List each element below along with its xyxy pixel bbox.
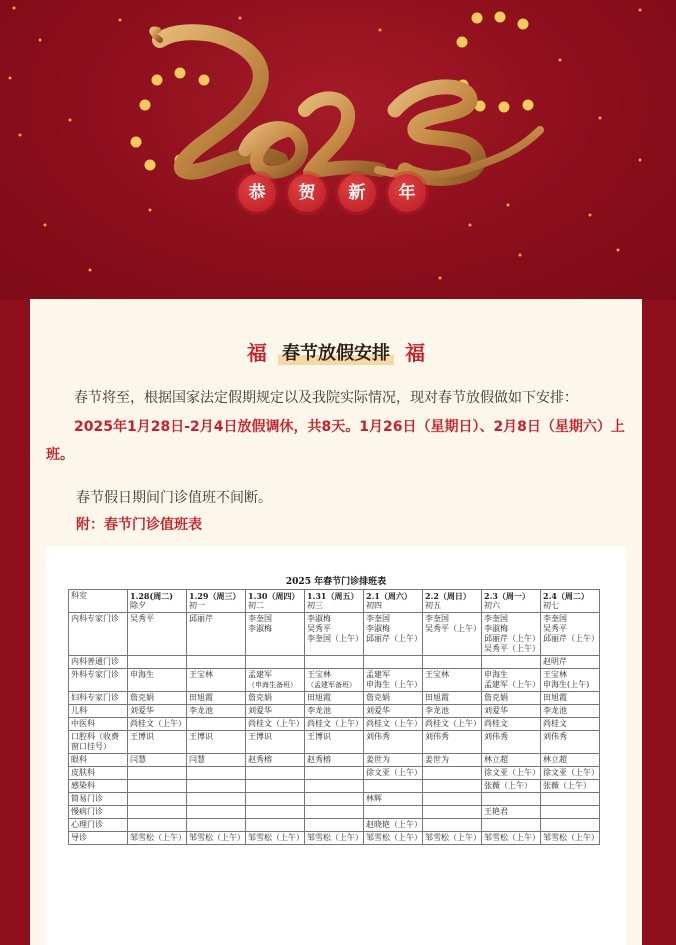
duty-cell bbox=[246, 832, 305, 845]
table-row bbox=[69, 780, 600, 793]
duty-cell bbox=[305, 705, 364, 718]
schedule-header-row bbox=[69, 590, 600, 613]
duty-cell bbox=[246, 731, 305, 754]
duty-cell bbox=[246, 705, 305, 718]
doctor-name: 申海生 bbox=[484, 670, 508, 679]
notice-title: 春节放假安排 bbox=[278, 339, 394, 365]
greeting-seal-2: 贺 bbox=[288, 174, 326, 212]
doctor-name: （申海生备班） bbox=[248, 681, 297, 689]
header-day bbox=[246, 590, 305, 613]
doctor-name: 孟建军（上午） bbox=[484, 680, 540, 689]
duty-cell bbox=[541, 806, 600, 819]
duty-cell bbox=[305, 669, 364, 692]
doctor-name: 李淑梅 bbox=[484, 624, 508, 633]
doctor-name: 尚桂文（上午） bbox=[366, 719, 422, 728]
duty-cell bbox=[364, 767, 423, 780]
doctor-name: 李奎国 bbox=[248, 614, 272, 623]
duty-cell bbox=[246, 819, 305, 832]
dept-name: 皮肤科 bbox=[71, 768, 95, 777]
duty-cell bbox=[305, 780, 364, 793]
duty-cell bbox=[305, 767, 364, 780]
duty-cell bbox=[541, 780, 600, 793]
doctor-name: 田旭霞 bbox=[307, 693, 331, 702]
duty-cell bbox=[128, 780, 187, 793]
header-day bbox=[482, 590, 541, 613]
doctor-name: 刘爱华 bbox=[484, 706, 508, 715]
duty-cell bbox=[246, 718, 305, 731]
header-lunar-day: 初二 bbox=[248, 601, 264, 610]
doctor-name: 徐文亚（上午） bbox=[543, 768, 599, 777]
duty-cell bbox=[128, 806, 187, 819]
doctor-name: 邱丽芹（上午） bbox=[484, 634, 540, 643]
duty-cell bbox=[482, 793, 541, 806]
duty-cell bbox=[482, 780, 541, 793]
dept-name: 慢病门诊 bbox=[71, 807, 103, 816]
dept-cell bbox=[69, 718, 128, 731]
dept-cell bbox=[69, 705, 128, 718]
doctor-name: 邱丽芹（上午） bbox=[543, 634, 599, 643]
duty-cell bbox=[187, 613, 246, 656]
duty-cell bbox=[541, 705, 600, 718]
duty-cell bbox=[246, 613, 305, 656]
dept-name: 心理门诊 bbox=[71, 820, 103, 829]
header-dept bbox=[69, 590, 128, 613]
table-row bbox=[69, 705, 600, 718]
duty-cell bbox=[423, 754, 482, 767]
duty-cell bbox=[128, 692, 187, 705]
duty-cell bbox=[541, 731, 600, 754]
duty-cell bbox=[364, 692, 423, 705]
duty-cell bbox=[364, 819, 423, 832]
doctor-name: 刘伟秀 bbox=[425, 732, 449, 741]
duty-cell bbox=[187, 780, 246, 793]
duty-cell bbox=[187, 832, 246, 845]
doctor-name: 邹雪松（上午） bbox=[543, 833, 599, 842]
dept-cell bbox=[69, 793, 128, 806]
doctor-name: 闫慧 bbox=[130, 755, 146, 764]
doctor-name: 王艳君 bbox=[484, 807, 508, 816]
dept-name: 感染科 bbox=[71, 781, 95, 790]
doctor-name: 申海生 bbox=[130, 670, 154, 679]
duty-cell bbox=[541, 718, 600, 731]
duty-cell bbox=[364, 832, 423, 845]
doctor-name: 李淑梅 bbox=[307, 614, 331, 623]
doctor-name: 詹克娟 bbox=[366, 693, 390, 702]
header-date: 1.30（周四） bbox=[248, 591, 300, 601]
duty-cell bbox=[187, 656, 246, 669]
duty-cell bbox=[187, 806, 246, 819]
duty-cell bbox=[187, 692, 246, 705]
duty-cell bbox=[187, 793, 246, 806]
duty-cell bbox=[541, 692, 600, 705]
duty-cell bbox=[541, 656, 600, 669]
duty-cell bbox=[305, 718, 364, 731]
duty-cell bbox=[364, 793, 423, 806]
duty-cell bbox=[364, 754, 423, 767]
table-row bbox=[69, 718, 600, 731]
duty-cell bbox=[423, 656, 482, 669]
doctor-name: 刘爱华 bbox=[366, 706, 390, 715]
doctor-name: （孟建军备班） bbox=[307, 681, 356, 689]
duty-cell bbox=[423, 806, 482, 819]
doctor-name: 姜世为 bbox=[425, 755, 449, 764]
doctor-name: 田旭霞 bbox=[425, 693, 449, 702]
doctor-name: 徐文亚（上午） bbox=[366, 768, 422, 777]
duty-cell bbox=[246, 767, 305, 780]
duty-cell bbox=[482, 669, 541, 692]
duty-cell bbox=[423, 718, 482, 731]
duty-cell bbox=[246, 656, 305, 669]
doctor-name: 李龙池 bbox=[189, 706, 213, 715]
schedule-table bbox=[68, 589, 600, 845]
doctor-name: 田旭霞 bbox=[189, 693, 213, 702]
header-day bbox=[364, 590, 423, 613]
notice-title-row bbox=[30, 337, 642, 366]
duty-cell bbox=[187, 718, 246, 731]
duty-cell bbox=[128, 767, 187, 780]
duty-cell bbox=[305, 819, 364, 832]
doctor-name: 林辉 bbox=[366, 794, 382, 803]
table-row bbox=[69, 656, 600, 669]
doctor-name: 李淑梅 bbox=[248, 624, 272, 633]
dept-name: 眼科 bbox=[71, 755, 87, 764]
holiday-dates-highlight: 2025年1月28日-2月4日放假调休，共8天。1月26日（星期日）、2月8日（星期六）上班。 bbox=[46, 419, 625, 463]
duty-cell bbox=[246, 806, 305, 819]
notice-card bbox=[30, 299, 642, 945]
doctor-name: 尚桂文 bbox=[484, 719, 508, 728]
duty-cell bbox=[541, 754, 600, 767]
duty-cell bbox=[423, 819, 482, 832]
duty-cell bbox=[482, 718, 541, 731]
duty-cell bbox=[364, 705, 423, 718]
doctor-name: 刘伟秀 bbox=[484, 732, 508, 741]
doctor-name: 詹克娟 bbox=[484, 693, 508, 702]
header-day bbox=[187, 590, 246, 613]
dept-cell bbox=[69, 806, 128, 819]
duty-cell bbox=[482, 767, 541, 780]
duty-cell bbox=[423, 780, 482, 793]
duty-cell bbox=[541, 767, 600, 780]
header-day bbox=[541, 590, 600, 613]
dept-cell bbox=[69, 731, 128, 754]
doctor-name: 王宝林 bbox=[425, 670, 449, 679]
duty-cell bbox=[305, 692, 364, 705]
duty-cell bbox=[246, 780, 305, 793]
doctor-name: 李龙池 bbox=[425, 706, 449, 715]
duty-cell bbox=[187, 705, 246, 718]
duty-cell bbox=[364, 780, 423, 793]
duty-cell bbox=[482, 832, 541, 845]
duty-cell bbox=[423, 832, 482, 845]
duty-cell bbox=[423, 669, 482, 692]
table-row bbox=[69, 731, 600, 754]
doctor-name: 尚桂文（上午） bbox=[248, 719, 304, 728]
table-row bbox=[69, 767, 600, 780]
duty-cell bbox=[482, 656, 541, 669]
doctor-name: 吴秀平（上午） bbox=[425, 624, 481, 633]
duty-cell bbox=[423, 692, 482, 705]
dept-name: 导诊 bbox=[71, 833, 87, 842]
doctor-name: 邹雪松（上午） bbox=[248, 833, 304, 842]
header-lunar-day: 初七 bbox=[543, 601, 559, 610]
duty-cell bbox=[482, 819, 541, 832]
dept-name: 妇科专家门诊 bbox=[71, 693, 119, 702]
header-date: 2.4（周二） bbox=[543, 591, 589, 601]
duty-cell bbox=[128, 819, 187, 832]
duty-cell bbox=[187, 767, 246, 780]
duty-cell bbox=[423, 767, 482, 780]
header-date: 2.1（周六） bbox=[366, 591, 412, 601]
dept-cell bbox=[69, 669, 128, 692]
doctor-name: 孟建军 bbox=[248, 670, 272, 679]
doctor-name: 田旭霞 bbox=[543, 693, 567, 702]
header-date: 1.29（周三） bbox=[189, 591, 241, 601]
header-date: 1.28(周二) bbox=[130, 591, 174, 601]
doctor-name: 李奎国 bbox=[484, 614, 508, 623]
dept-name: 外科专家门诊 bbox=[71, 670, 119, 679]
doctor-name: 赵晓艳（上午） bbox=[366, 820, 422, 829]
dept-cell bbox=[69, 767, 128, 780]
dept-cell bbox=[69, 613, 128, 656]
duty-cell bbox=[482, 731, 541, 754]
duty-cell bbox=[305, 832, 364, 845]
doctor-name: 邱丽芹 bbox=[189, 614, 213, 623]
doctor-name: 李奎国 bbox=[425, 614, 449, 623]
duty-cell bbox=[364, 731, 423, 754]
duty-cell bbox=[128, 718, 187, 731]
duty-cell bbox=[246, 754, 305, 767]
dept-cell bbox=[69, 754, 128, 767]
header-date: 2.2（周日） bbox=[425, 591, 471, 601]
duty-cell bbox=[541, 832, 600, 845]
header-lunar-day: 除夕 bbox=[130, 601, 146, 610]
doctor-name: 王宝林 bbox=[307, 670, 331, 679]
doctor-name: 尚桂文（上午） bbox=[307, 719, 363, 728]
doctor-name: 李奎国（上午） bbox=[307, 634, 363, 643]
duty-cell bbox=[187, 669, 246, 692]
header-lunar-day: 初五 bbox=[425, 601, 441, 610]
doctor-name: 邹雪松（上午） bbox=[307, 833, 363, 842]
duty-cell bbox=[128, 754, 187, 767]
attachment-label: 附：春节门诊值班表 bbox=[76, 517, 202, 533]
duty-cell bbox=[187, 754, 246, 767]
doctor-name: 李龙池 bbox=[543, 706, 567, 715]
doctor-name: 赵秀榕 bbox=[248, 755, 272, 764]
doctor-name: 赵明芹 bbox=[543, 657, 567, 666]
duty-cell bbox=[423, 793, 482, 806]
duty-cell bbox=[482, 613, 541, 656]
dept-name: 内科普通门诊 bbox=[71, 657, 119, 666]
doctor-name: 林立超 bbox=[543, 755, 567, 764]
doctor-name: 王博识 bbox=[307, 732, 331, 741]
header-day bbox=[305, 590, 364, 613]
doctor-name: 王宝林 bbox=[543, 670, 567, 679]
duty-cell bbox=[423, 731, 482, 754]
duty-cell bbox=[364, 656, 423, 669]
doctor-name: 詹克娟 bbox=[248, 693, 272, 702]
table-row bbox=[69, 692, 600, 705]
notice-intro: 春节将至，根据国家法定假期规定以及我院实际情况，现对春节放假做如下安排： bbox=[74, 390, 578, 406]
doctor-name: 赵秀榕 bbox=[307, 755, 331, 764]
duty-cell bbox=[541, 669, 600, 692]
doctor-name: 邹雪松（上午） bbox=[484, 833, 540, 842]
duty-cell bbox=[128, 705, 187, 718]
doctor-name: 尚桂文（上午） bbox=[425, 719, 481, 728]
duty-cell bbox=[187, 819, 246, 832]
doctor-name: 吴秀平（上午） bbox=[484, 644, 540, 653]
header-date: 1.31（周五） bbox=[307, 591, 359, 601]
duty-cell bbox=[364, 669, 423, 692]
new-year-banner bbox=[0, 0, 676, 300]
header-day bbox=[128, 590, 187, 613]
duty-cell bbox=[305, 793, 364, 806]
doctor-name: 张薇（上午） bbox=[484, 781, 532, 790]
doctor-name: 尚桂文 bbox=[543, 719, 567, 728]
duty-cell bbox=[541, 819, 600, 832]
doctor-name: 王博识 bbox=[189, 732, 213, 741]
duty-cell bbox=[482, 705, 541, 718]
duty-cell bbox=[482, 692, 541, 705]
doctor-name: 吴秀平 bbox=[307, 624, 331, 633]
duty-cell bbox=[128, 731, 187, 754]
doctor-name: 闫慧 bbox=[189, 755, 205, 764]
doctor-name: 邹雪松（上午） bbox=[425, 833, 481, 842]
duty-cell bbox=[541, 793, 600, 806]
duty-cell bbox=[128, 613, 187, 656]
table-row bbox=[69, 613, 600, 656]
dept-cell bbox=[69, 832, 128, 845]
table-row bbox=[69, 669, 600, 692]
header-dept-label: 科室 bbox=[71, 591, 87, 600]
doctor-name: 申海生(上午) bbox=[543, 680, 590, 689]
greeting-seal-3: 新 bbox=[338, 174, 376, 212]
doctor-name: 王博识 bbox=[248, 732, 272, 741]
duty-cell bbox=[482, 806, 541, 819]
doctor-name: 刘爱华 bbox=[248, 706, 272, 715]
dept-cell bbox=[69, 692, 128, 705]
duty-cell bbox=[541, 613, 600, 656]
doctor-name: 邱丽芹（上午） bbox=[366, 634, 422, 643]
table-row bbox=[69, 806, 600, 819]
doctor-name: 尚桂文（上午） bbox=[130, 719, 186, 728]
dept-name: 口腔科（收费窗口挂号） bbox=[71, 732, 119, 751]
table-row bbox=[69, 819, 600, 832]
doctor-name: 林立超 bbox=[484, 755, 508, 764]
doctor-name: 徐文亚（上午） bbox=[484, 768, 540, 777]
table-row bbox=[69, 754, 600, 767]
dept-cell bbox=[69, 656, 128, 669]
greeting-seal-4: 年 bbox=[388, 174, 426, 212]
duty-cell bbox=[482, 754, 541, 767]
duty-cell bbox=[305, 731, 364, 754]
banner-art bbox=[0, 0, 676, 300]
header-day bbox=[423, 590, 482, 613]
doctor-name: 刘伟秀 bbox=[543, 732, 567, 741]
doctor-name: 王宝林 bbox=[189, 670, 213, 679]
duty-cell bbox=[246, 669, 305, 692]
sparkle-dots bbox=[9, 7, 642, 280]
header-lunar-day: 初六 bbox=[484, 601, 500, 610]
doctor-name: 邹雪松（上午） bbox=[189, 833, 245, 842]
doctor-name: 刘伟秀 bbox=[366, 732, 390, 741]
header-lunar-day: 初四 bbox=[366, 601, 382, 610]
dept-name: 内科专家门诊 bbox=[71, 614, 119, 623]
duty-cell bbox=[246, 692, 305, 705]
duty-cell bbox=[128, 832, 187, 845]
doctor-name: 吴秀平 bbox=[543, 624, 567, 633]
duty-cell bbox=[246, 793, 305, 806]
doctor-name: 王博识 bbox=[130, 732, 154, 741]
header-lunar-day: 初三 bbox=[307, 601, 323, 610]
fu-decoration-left-icon: 福 bbox=[246, 341, 267, 365]
duty-cell bbox=[305, 656, 364, 669]
duty-cell bbox=[305, 613, 364, 656]
doctor-name: 孟建军 bbox=[366, 670, 390, 679]
dept-name: 中医科 bbox=[71, 719, 95, 728]
duty-cell bbox=[423, 705, 482, 718]
dept-cell bbox=[69, 819, 128, 832]
doctor-name: 申海生（上午） bbox=[366, 680, 422, 689]
duty-cell bbox=[305, 754, 364, 767]
clinic-note: 春节假日期间门诊值班不间断。 bbox=[76, 490, 272, 506]
duty-cell bbox=[305, 806, 364, 819]
doctor-name: 张薇（上午） bbox=[543, 781, 591, 790]
doctor-name: 邹雪松（上午） bbox=[130, 833, 186, 842]
doctor-name: 李奎国 bbox=[543, 614, 567, 623]
schedule-title: 2025 年春节门诊排班表 bbox=[285, 577, 387, 587]
doctor-name: 李奎国 bbox=[366, 614, 390, 623]
duty-cell bbox=[187, 731, 246, 754]
doctor-name: 詹克娟 bbox=[130, 693, 154, 702]
schedule-image bbox=[46, 547, 626, 945]
doctor-name: 邹雪松（上午） bbox=[366, 833, 422, 842]
greeting-seal-1: 恭 bbox=[238, 174, 276, 212]
dept-name: 儿科 bbox=[71, 706, 87, 715]
header-lunar-day: 初一 bbox=[189, 601, 205, 610]
fu-decoration-right-icon: 福 bbox=[405, 341, 426, 365]
doctor-name: 李龙池 bbox=[307, 706, 331, 715]
dept-name: 简易门诊 bbox=[71, 794, 103, 803]
doctor-name: 吴秀平 bbox=[130, 614, 154, 623]
duty-cell bbox=[364, 806, 423, 819]
table-row bbox=[69, 793, 600, 806]
header-date: 2.3（周一） bbox=[484, 591, 530, 601]
dept-cell bbox=[69, 780, 128, 793]
duty-cell bbox=[364, 613, 423, 656]
duty-cell bbox=[128, 669, 187, 692]
doctor-name: 刘爱华 bbox=[130, 706, 154, 715]
doctor-name: 姜世为 bbox=[366, 755, 390, 764]
duty-cell bbox=[423, 613, 482, 656]
table-row bbox=[69, 832, 600, 845]
duty-cell bbox=[128, 793, 187, 806]
doctor-name: 李淑梅 bbox=[366, 624, 390, 633]
duty-cell bbox=[128, 656, 187, 669]
duty-cell bbox=[364, 718, 423, 731]
